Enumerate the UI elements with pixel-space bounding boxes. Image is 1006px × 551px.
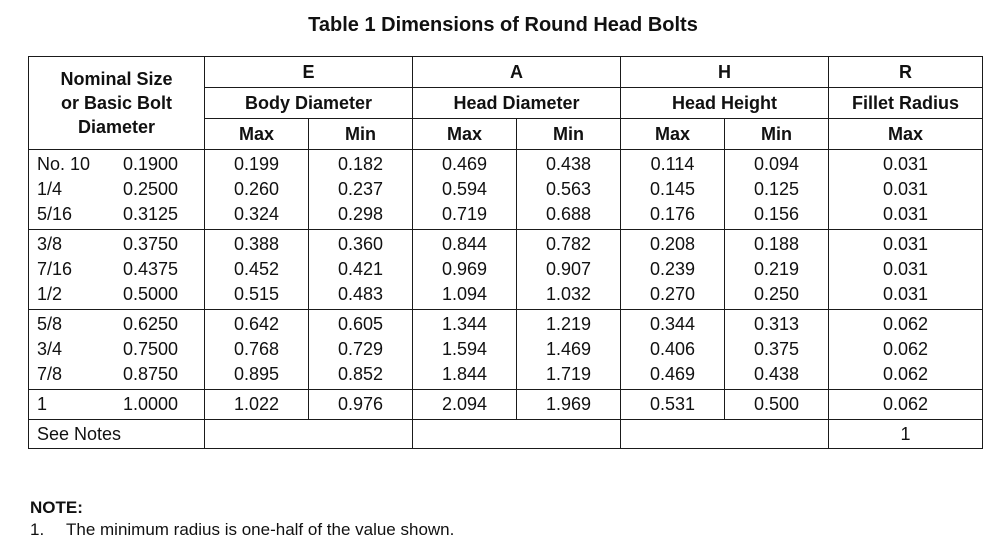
value-cell-e-max: [205, 390, 309, 420]
value: 0.182: [337, 154, 384, 174]
value-cell-h-max: [621, 230, 725, 310]
value: 0.605: [337, 314, 384, 334]
nominal-size: 5/8: [37, 314, 63, 334]
size-line: [29, 312, 204, 337]
empty-cell: [205, 420, 413, 449]
value: 0.114: [650, 154, 695, 174]
value-cell-r-max: [829, 150, 983, 230]
value: 0.145: [649, 179, 696, 199]
value-cell-h-min: [725, 390, 829, 420]
value: 0.031: [882, 234, 929, 254]
value-cell-a-min: [517, 230, 621, 310]
bolt-dimensions-table: [28, 56, 983, 449]
size-line: [29, 232, 204, 257]
value: 0.782: [545, 234, 592, 254]
value: 0.062: [882, 314, 929, 334]
value-cell-e-max: [205, 230, 309, 310]
nominal-size: 7/16: [37, 259, 73, 279]
value: 0.298: [337, 204, 384, 224]
value: 0.844: [441, 234, 488, 254]
value: 0.062: [882, 339, 929, 359]
col-header-e-min: Min: [309, 119, 413, 150]
value: 0.360: [337, 234, 384, 254]
value: 0.406: [649, 339, 696, 359]
col-header-a-min: Min: [517, 119, 621, 150]
value: 1.032: [545, 284, 592, 304]
group-name-fillet-radius: Fillet Radius: [829, 88, 983, 119]
see-notes-row: [29, 420, 983, 449]
value: 0.388: [233, 234, 280, 254]
value: 0.031: [882, 204, 929, 224]
value-cell-h-max: [621, 310, 725, 390]
basic-diameter: 0.5000: [123, 284, 179, 304]
value: 0.438: [545, 154, 592, 174]
value: 0.260: [233, 179, 280, 199]
value-cell-r-max: [829, 310, 983, 390]
col-header-a-max: Max: [413, 119, 517, 150]
nominal-size: 1/2: [37, 284, 63, 304]
note-number: 1.: [30, 520, 45, 539]
value: 0.688: [545, 204, 592, 224]
size-line: [29, 392, 204, 417]
nominal-size-cell: [29, 150, 205, 230]
nominal-size: No. 10: [37, 154, 91, 174]
empty-cell: [621, 420, 829, 449]
basic-diameter: 0.3125: [123, 204, 179, 224]
value: 1.594: [441, 339, 488, 359]
group-letter-h: H: [621, 57, 829, 88]
value-cell-a-min: [517, 390, 621, 420]
value-cell-e-min: [309, 310, 413, 390]
nominal-size: 3/4: [37, 339, 63, 359]
value: 0.729: [337, 339, 384, 359]
size-line: [29, 152, 204, 177]
basic-diameter: 0.3750: [123, 234, 179, 254]
value: 0.031: [882, 154, 929, 174]
value: 0.094: [753, 154, 800, 174]
see-notes-label: See Notes: [29, 420, 205, 449]
value: 0.219: [753, 259, 800, 279]
nominal-header-line: Diameter: [77, 117, 156, 137]
value: 0.176: [649, 204, 696, 224]
value-cell-h-min: [725, 230, 829, 310]
col-header-h-min: Min: [725, 119, 829, 150]
value: 0.031: [882, 179, 929, 199]
value-cell-a-max: [413, 230, 517, 310]
table-title: Table 1 Dimensions of Round Head Bolts: [308, 14, 698, 36]
table-body: [29, 150, 983, 420]
value-cell-e-max: [205, 310, 309, 390]
basic-diameter: 0.8750: [123, 364, 179, 384]
nominal-size: 5/16: [37, 204, 73, 224]
value: 0.125: [753, 179, 800, 199]
nominal-size-header: [29, 57, 205, 150]
table-row-block: [29, 310, 983, 390]
note-heading: NOTE:: [30, 498, 83, 517]
nominal-size-cell: [29, 230, 205, 310]
basic-diameter: 0.2500: [123, 179, 179, 199]
value: 0.969: [441, 259, 488, 279]
value-cell-h-max: [621, 390, 725, 420]
value: 0.976: [337, 394, 384, 414]
nominal-header-line: Nominal Size: [60, 69, 173, 89]
empty-cell: [413, 420, 621, 449]
value: 0.375: [753, 339, 800, 359]
value: 0.594: [441, 179, 488, 199]
value-cell-r-max: [829, 390, 983, 420]
nominal-size-cell: [29, 390, 205, 420]
value: 0.483: [337, 284, 384, 304]
nominal-size: 7/8: [37, 364, 63, 384]
value: 0.500: [753, 394, 800, 414]
note-block: [30, 498, 454, 540]
value-cell-a-max: [413, 390, 517, 420]
nominal-size: 1: [37, 394, 48, 414]
note-item: [30, 520, 454, 540]
group-name-head-diameter: Head Diameter: [413, 88, 621, 119]
value-cell-a-max: [413, 150, 517, 230]
value: 0.237: [337, 179, 384, 199]
size-line: [29, 202, 204, 227]
note-text: The minimum radius is one-half of the value shown.: [66, 520, 455, 539]
value: 0.531: [649, 394, 696, 414]
group-name-head-height: Head Height: [621, 88, 829, 119]
value: 0.438: [753, 364, 800, 384]
nominal-size-cell: [29, 310, 205, 390]
value: 1.094: [441, 284, 488, 304]
value: 0.188: [753, 234, 800, 254]
value: 0.313: [753, 314, 800, 334]
value: 0.199: [233, 154, 280, 174]
value-cell-a-min: [517, 310, 621, 390]
size-line: [29, 257, 204, 282]
value: 1.469: [545, 339, 592, 359]
value: 0.421: [337, 259, 384, 279]
value: 1.844: [441, 364, 488, 384]
basic-diameter: 1.0000: [123, 394, 179, 414]
nominal-header-line: or Basic Bolt: [60, 93, 173, 113]
table-row-block: [29, 150, 983, 230]
value: 0.062: [882, 364, 929, 384]
value-cell-e-min: [309, 150, 413, 230]
value: 2.094: [441, 394, 488, 414]
fillet-note-reference: 1: [829, 420, 983, 449]
value: 0.452: [233, 259, 280, 279]
table-row-block: [29, 390, 983, 420]
value: 1.719: [545, 364, 592, 384]
group-letter-a: A: [413, 57, 621, 88]
value: 0.156: [753, 204, 800, 224]
value-cell-h-min: [725, 150, 829, 230]
value: 0.563: [545, 179, 592, 199]
basic-diameter: 0.6250: [123, 314, 179, 334]
size-line: [29, 282, 204, 307]
nominal-size: 1/4: [37, 179, 63, 199]
value: 0.344: [649, 314, 696, 334]
value-cell-a-max: [413, 310, 517, 390]
value: 0.768: [233, 339, 280, 359]
group-letter-r: R: [829, 57, 983, 88]
value: 0.719: [441, 204, 488, 224]
basic-diameter: 0.1900: [123, 154, 179, 174]
nominal-size: 3/8: [37, 234, 63, 254]
value: 0.270: [649, 284, 696, 304]
size-line: [29, 362, 204, 387]
value: 0.469: [441, 154, 488, 174]
size-line: [29, 337, 204, 362]
group-name-body-diameter: Body Diameter: [205, 88, 413, 119]
basic-diameter: 0.7500: [123, 339, 179, 359]
value-cell-a-min: [517, 150, 621, 230]
value: 1.969: [545, 394, 592, 414]
value: 0.895: [233, 364, 280, 384]
value-cell-e-min: [309, 230, 413, 310]
value: 1.022: [233, 394, 280, 414]
value: 0.324: [233, 204, 280, 224]
table-row-block: [29, 230, 983, 310]
value: 0.515: [233, 284, 280, 304]
size-line: [29, 177, 204, 202]
col-header-r-max: Max: [829, 119, 983, 150]
basic-diameter: 0.4375: [123, 259, 179, 279]
value: 1.219: [545, 314, 592, 334]
value-cell-e-min: [309, 390, 413, 420]
value-cell-h-min: [725, 310, 829, 390]
value-cell-e-max: [205, 150, 309, 230]
value-cell-r-max: [829, 230, 983, 310]
value: 0.062: [882, 394, 929, 414]
value: 0.250: [753, 284, 800, 304]
value: 1.344: [441, 314, 488, 334]
group-letter-e: E: [205, 57, 413, 88]
value: 0.642: [233, 314, 280, 334]
value: 0.208: [649, 234, 696, 254]
value: 0.907: [545, 259, 592, 279]
value: 0.239: [649, 259, 696, 279]
col-header-h-max: Max: [621, 119, 725, 150]
col-header-e-max: Max: [205, 119, 309, 150]
value-cell-h-max: [621, 150, 725, 230]
value: 0.031: [882, 259, 929, 279]
value: 0.031: [882, 284, 929, 304]
value: 0.469: [649, 364, 696, 384]
value: 0.852: [337, 364, 384, 384]
